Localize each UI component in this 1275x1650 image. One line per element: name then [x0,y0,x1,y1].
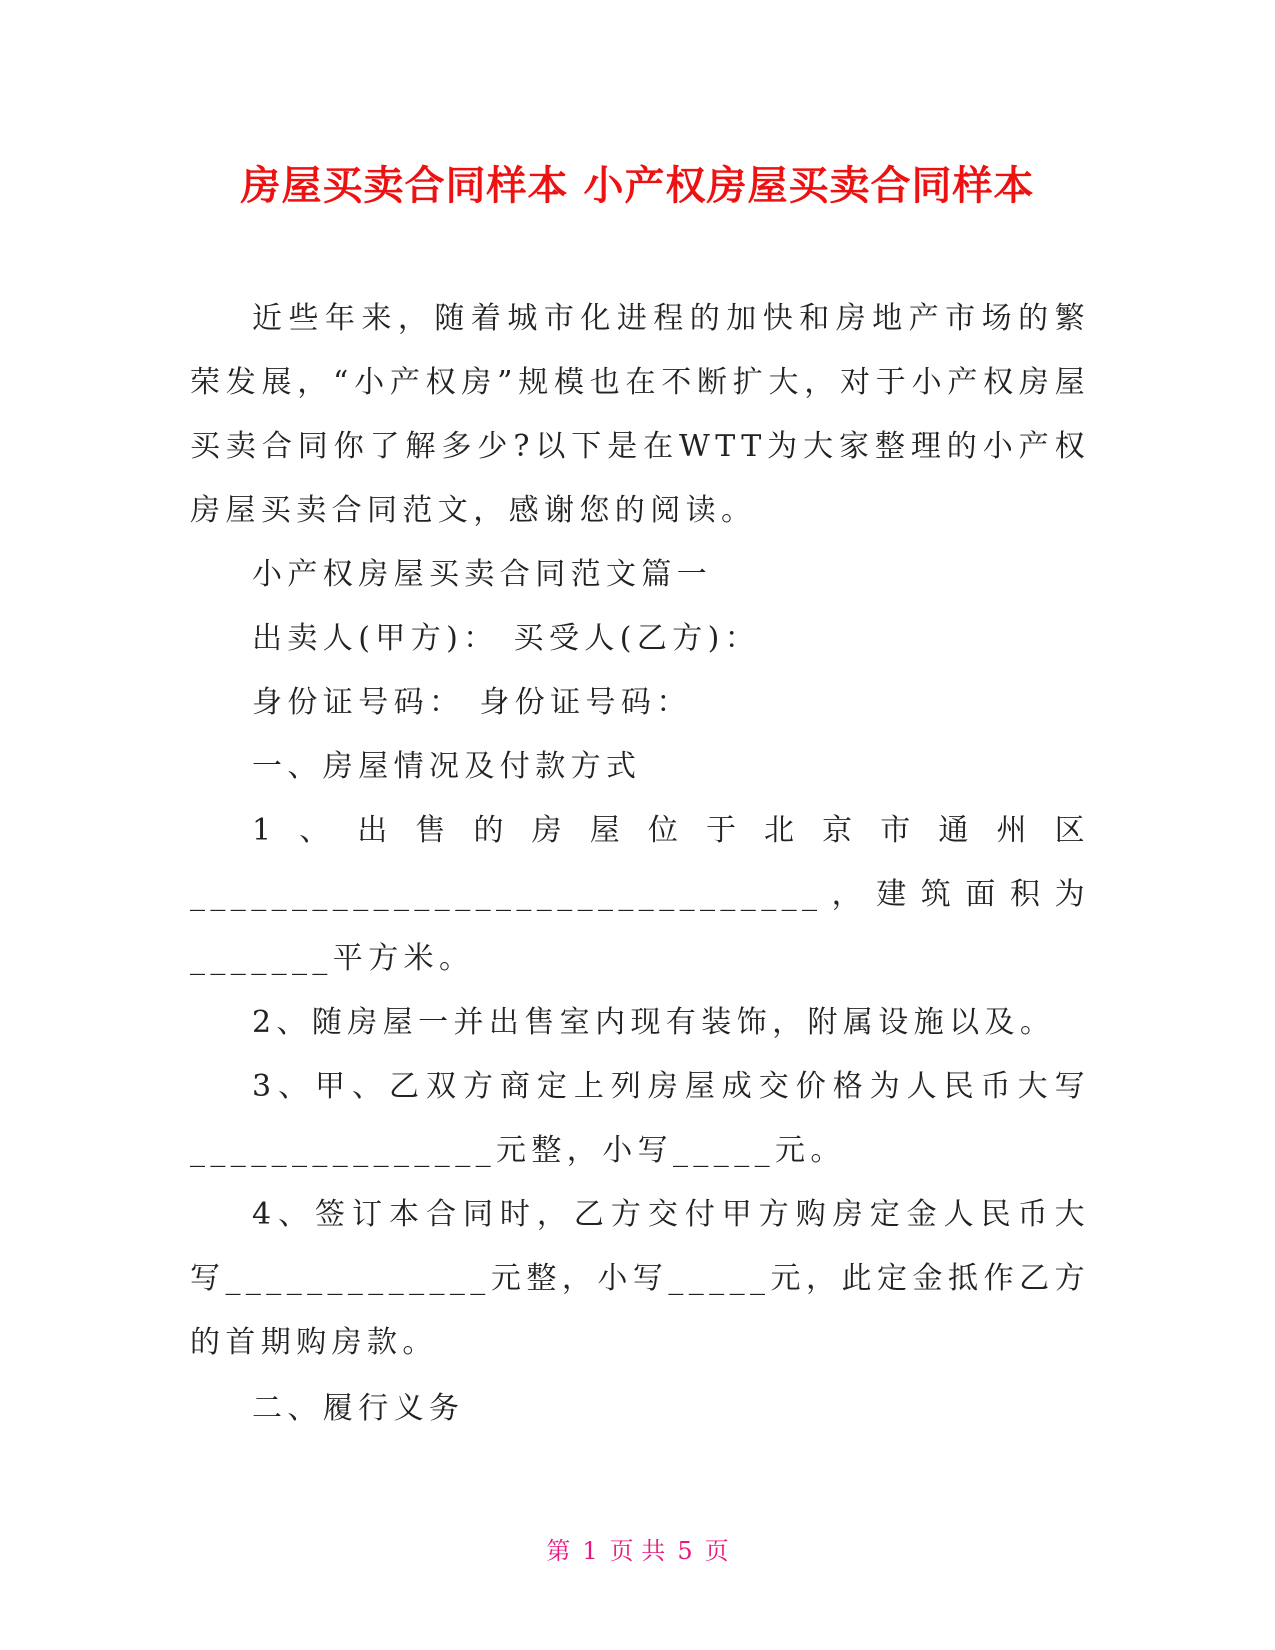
footer-prefix: 第 [546,1537,571,1565]
page-footer [0,1535,1275,1567]
paragraph-item-2: 2、随房屋一并出售室内现有装饰，附属设施以及。 [252,1005,1056,1040]
paragraph-item-1: 1、出售的房屋位于北京市通州区_______________________________，建筑面积为_______平方米。 [190,813,1090,976]
paragraph-parties: 出卖人(甲方)： 买受人(乙方)： [252,621,761,656]
document-title: 房屋买卖合同样本 小产权房屋买卖合同样本 [240,163,1035,209]
footer-total-pages: 5 [677,1537,693,1565]
footer-suffix: 页 [704,1537,729,1565]
paragraph-intro: 近些年来，随着城市化进程的加快和房地产市场的繁荣发展，“小产权房”规模也在不断扩大，对于小产权房屋买卖合同你了解多少?以下是在WTT为大家整理的小产权房屋买卖合同范文，感谢您的阅读。 [190,301,1090,528]
paragraph-section-heading: 小产权房屋买卖合同范文篇一 [252,557,713,592]
footer-mid: 页 共 [609,1537,666,1565]
footer-page-number: 1 [582,1537,598,1565]
document-body [190,287,1090,1441]
paragraph-id-numbers: 身份证号码： 身份证号码： [252,685,692,720]
paragraph-clause-heading-1: 一、房屋情况及付款方式 [252,749,642,784]
paragraph-item-3: 3、甲、乙双方商定上列房屋成交价格为人民币大写_______________元整，小写_____元。 [190,1069,1090,1168]
paragraph-item-4: 4、签订本合同时，乙方交付甲方购房定金人民币大写_____________元整，小写_____元，此定金抵作乙方的首期购房款。 [190,1197,1090,1360]
paragraph-clause-heading-2: 二、履行义务 [252,1391,465,1426]
